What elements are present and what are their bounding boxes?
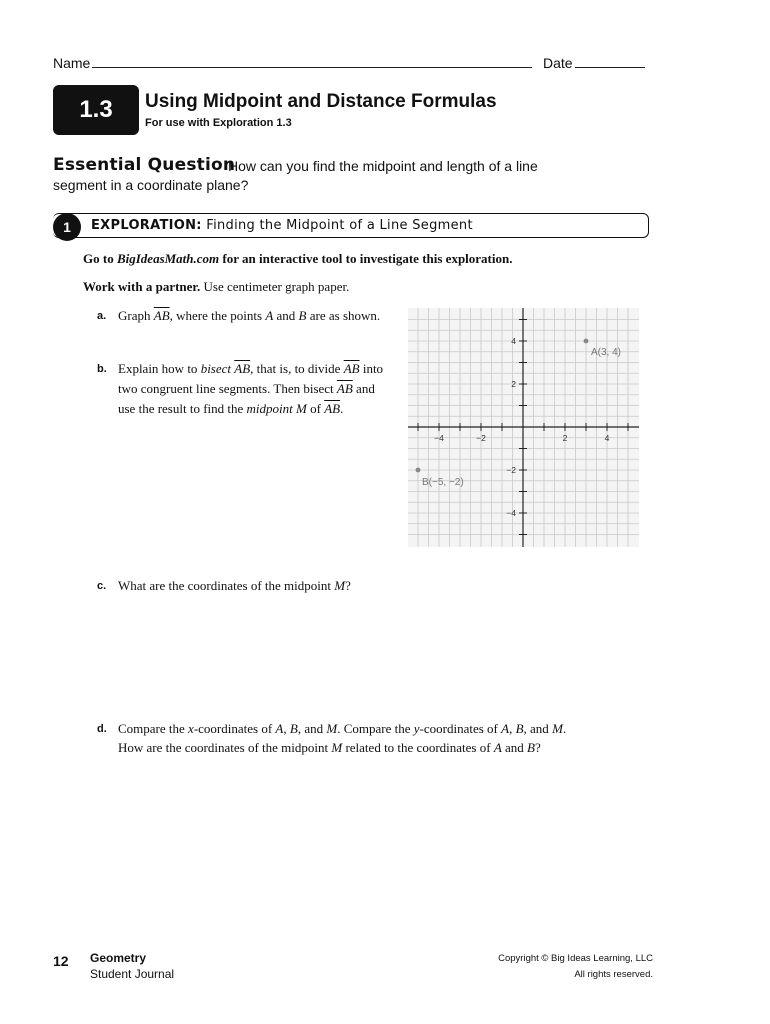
var-a: A <box>501 721 510 736</box>
item-b-text: into two congruent line segments. Then bisect <box>118 361 384 396</box>
item-d-text: -coordinates of <box>193 721 273 736</box>
item-d-text: . Compare the <box>337 721 411 736</box>
item-b-italic: midpoint M <box>246 401 307 416</box>
item-b-text: Explain how to <box>118 361 198 376</box>
date-field[interactable] <box>543 55 645 71</box>
y-tick-label: 4 <box>511 336 516 346</box>
x-tick-label: −4 <box>434 433 444 443</box>
footer-journal: Student Journal <box>90 967 175 981</box>
item-a-text: are as shown. <box>309 308 381 323</box>
segment-ab: $\overline{AB}$ <box>234 361 251 376</box>
item-b-text: . <box>340 401 344 416</box>
x-tick-label: 2 <box>562 433 568 443</box>
point-b <box>416 468 421 473</box>
name-blank[interactable] <box>92 55 532 68</box>
item-d-text: Compare the <box>118 721 185 736</box>
item-d-text: and <box>505 739 524 755</box>
item-c-text: ? <box>345 578 351 593</box>
item-d-text: related to the coordinates of <box>345 739 491 755</box>
item-d-text: -coordinates of <box>419 721 498 736</box>
item-a-text: and <box>276 308 296 323</box>
segment-ab: $\overline{AB}$ <box>324 401 341 416</box>
var-b: B <box>527 739 535 755</box>
item-d-letter: d. <box>97 723 107 735</box>
item-d <box>97 720 567 757</box>
item-b-letter: b. <box>97 363 107 375</box>
var-b: B <box>515 721 524 736</box>
partner-bold: Work with a partner. <box>83 279 201 294</box>
var-m: M <box>326 721 338 736</box>
exploration-label: EXPLORATION: <box>91 218 202 233</box>
date-blank[interactable] <box>575 55 645 68</box>
goto-suffix: for an interactive tool to investigate this exploration. <box>222 251 513 266</box>
item-b-text: and use the result to find the <box>118 381 375 416</box>
section-number-badge: 1.3 <box>53 85 139 135</box>
essential-question-label: Essential Question <box>53 155 236 175</box>
var-y: y <box>413 721 420 736</box>
partner-text: Use centimeter graph paper. <box>203 279 350 294</box>
section-subtitle: For use with Exploration 1.3 <box>145 117 292 129</box>
item-d-text: , <box>523 721 527 736</box>
item-a-text: Graph <box>118 308 151 323</box>
goto-site-link[interactable]: BigIdeasMath.com <box>116 251 220 266</box>
var-a: A <box>275 721 284 736</box>
var-b: B <box>298 308 307 323</box>
footer-copyright: Copyright © Big Ideas Learning, LLC <box>498 953 653 964</box>
y-tick-label: −4 <box>506 508 516 518</box>
item-b-italic: bisect <box>200 361 232 376</box>
var-m: M <box>552 721 563 736</box>
x-tick-label: 4 <box>604 433 610 443</box>
y-tick-label: 2 <box>511 379 516 389</box>
item-a <box>97 306 387 326</box>
y-tick-label: −2 <box>506 465 516 475</box>
var-x: x <box>188 721 194 736</box>
footer-rights: All rights reserved. <box>574 969 653 980</box>
segment-ab: $\overline{AB}$ <box>336 381 353 396</box>
item-b <box>97 359 387 419</box>
item-d-text: and <box>530 721 549 736</box>
point-a <box>584 339 589 344</box>
item-b-text: , that is, to divide <box>250 361 341 376</box>
x-tick-label: −2 <box>476 433 486 443</box>
var-m: M <box>331 739 343 755</box>
essential-question-text-2: segment in a coordinate plane? <box>53 177 249 193</box>
name-label: Name <box>53 55 91 71</box>
segment-ab: $\overline{AB}$ <box>153 308 170 323</box>
item-a-text: , where the points <box>169 308 263 323</box>
name-field[interactable] <box>53 55 532 71</box>
exploration-heading <box>91 218 473 233</box>
item-b-text: of <box>310 401 321 416</box>
var-a: A <box>493 739 502 755</box>
item-c-letter: c. <box>97 580 107 592</box>
segment-ab: $\overline{AB}$ <box>343 361 360 376</box>
page-number: 12 <box>53 953 69 969</box>
item-d-text: , and <box>297 721 324 736</box>
exploration-number-badge: 1 <box>53 213 81 241</box>
essential-question-text-1: How can you find the midpoint and length of a line <box>228 158 538 174</box>
partner-instruction <box>83 279 349 295</box>
item-d-text: , <box>283 721 287 736</box>
item-d-text: ? <box>535 739 541 755</box>
item-d-text: , <box>509 721 513 736</box>
item-c <box>97 576 567 596</box>
date-label: Date <box>543 55 573 71</box>
exploration-title: Finding the Midpoint of a Line Segment <box>206 218 473 233</box>
footer-book-title: Geometry <box>90 951 147 965</box>
item-a-letter: a. <box>97 310 107 322</box>
point-a-label: A(3, 4) <box>591 347 622 358</box>
goto-instruction <box>83 251 512 267</box>
point-b-label: B(−5, −2) <box>422 477 464 488</box>
section-title: Using Midpoint and Distance Formulas <box>145 91 497 112</box>
coordinate-grid <box>408 308 639 547</box>
item-d-text: . How are the coordinates of the midpoint <box>118 721 567 755</box>
goto-prefix: Go to <box>83 251 114 266</box>
var-b: B <box>289 721 298 736</box>
var-a: A <box>265 308 274 323</box>
var-m: M <box>334 578 346 593</box>
item-c-text: What are the coordinates of the midpoint <box>118 578 331 593</box>
